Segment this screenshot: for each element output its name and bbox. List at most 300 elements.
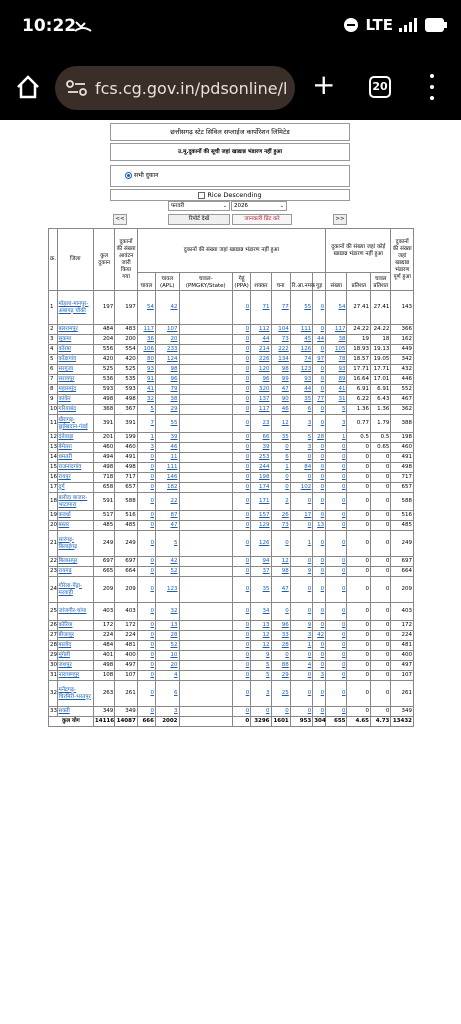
count-link[interactable]: 84 bbox=[290, 463, 312, 473]
count-link[interactable]: 137 bbox=[251, 395, 271, 405]
count-link[interactable]: 1 bbox=[271, 463, 290, 473]
count-link[interactable]: 3 bbox=[155, 707, 179, 717]
count-link[interactable]: 0 bbox=[233, 707, 251, 717]
count-link[interactable]: 96 bbox=[251, 375, 271, 385]
district-link[interactable]: जशपुर bbox=[57, 661, 93, 671]
count-link[interactable]: 117 bbox=[137, 325, 155, 335]
home-icon[interactable] bbox=[14, 73, 42, 101]
district-link[interactable]: बलौदा बाजार-भाटापारा bbox=[57, 493, 93, 511]
count-link[interactable]: 13 bbox=[251, 621, 271, 631]
count-link[interactable]: 79 bbox=[155, 385, 179, 395]
count-link[interactable]: 9 bbox=[251, 651, 271, 661]
count-link[interactable]: 42 bbox=[155, 291, 179, 325]
district-link[interactable]: बस्तर bbox=[57, 521, 93, 531]
count-link[interactable]: 0 bbox=[313, 325, 326, 335]
count-link[interactable]: 98 bbox=[271, 365, 290, 375]
count-link[interactable]: 31 bbox=[326, 395, 347, 405]
count-link[interactable]: 0 bbox=[326, 453, 347, 463]
district-link[interactable]: कोरिया bbox=[57, 621, 93, 631]
prev-month-button[interactable]: << bbox=[113, 214, 127, 225]
count-link[interactable]: 87 bbox=[155, 511, 179, 521]
count-link[interactable]: 0 bbox=[233, 291, 251, 325]
browser-menu-icon[interactable] bbox=[428, 74, 436, 100]
count-link[interactable]: 12 bbox=[271, 415, 290, 433]
district-link[interactable]: गरियाबंद bbox=[57, 405, 93, 415]
count-link[interactable]: 124 bbox=[155, 355, 179, 365]
count-link[interactable]: 0 bbox=[313, 463, 326, 473]
count-link[interactable]: 6 bbox=[271, 453, 290, 463]
count-link[interactable]: 0 bbox=[313, 365, 326, 375]
count-link[interactable]: 17 bbox=[290, 511, 312, 521]
count-link[interactable]: 0 bbox=[313, 661, 326, 671]
count-link[interactable]: 78 bbox=[326, 355, 347, 365]
count-link[interactable]: 0 bbox=[233, 577, 251, 603]
count-link[interactable]: 0 bbox=[137, 557, 155, 567]
count-link[interactable]: 0 bbox=[137, 707, 155, 717]
count-link[interactable]: 0 bbox=[290, 521, 312, 531]
count-link[interactable]: 23 bbox=[251, 415, 271, 433]
district-link[interactable]: कोंडागांव bbox=[57, 355, 93, 365]
count-link[interactable]: 106 bbox=[137, 345, 155, 355]
count-link[interactable]: 44 bbox=[251, 335, 271, 345]
count-link[interactable]: 52 bbox=[155, 567, 179, 577]
count-link[interactable]: 0 bbox=[326, 577, 347, 603]
count-link[interactable]: 0 bbox=[137, 577, 155, 603]
count-link[interactable]: 182 bbox=[155, 483, 179, 493]
count-link[interactable]: 0 bbox=[137, 483, 155, 493]
count-link[interactable]: 90 bbox=[271, 395, 290, 405]
count-link[interactable]: 0 bbox=[137, 641, 155, 651]
count-link[interactable]: 0 bbox=[313, 385, 326, 395]
count-link[interactable]: 0 bbox=[251, 707, 271, 717]
count-link[interactable]: 5 bbox=[251, 661, 271, 671]
count-link[interactable]: 0 bbox=[313, 531, 326, 557]
count-link[interactable]: 0 bbox=[137, 567, 155, 577]
count-link[interactable]: 0 bbox=[313, 483, 326, 493]
count-link[interactable]: 126 bbox=[290, 345, 312, 355]
count-link[interactable]: 0 bbox=[290, 671, 312, 681]
count-link[interactable]: 12 bbox=[271, 557, 290, 567]
count-link[interactable]: 0 bbox=[233, 405, 251, 415]
district-link[interactable]: सुकमा bbox=[57, 335, 93, 345]
count-link[interactable]: 0 bbox=[326, 521, 347, 531]
count-link[interactable]: 46 bbox=[155, 443, 179, 453]
count-link[interactable]: 0 bbox=[233, 557, 251, 567]
count-link[interactable]: 117 bbox=[326, 325, 347, 335]
count-link[interactable]: 3 bbox=[137, 443, 155, 453]
count-link[interactable]: 0 bbox=[326, 483, 347, 493]
count-link[interactable]: 96 bbox=[271, 621, 290, 631]
count-link[interactable]: 146 bbox=[155, 473, 179, 483]
count-link[interactable]: 32 bbox=[155, 603, 179, 621]
count-link[interactable]: 0 bbox=[313, 345, 326, 355]
count-link[interactable]: 0 bbox=[233, 365, 251, 375]
count-link[interactable]: 93 bbox=[137, 365, 155, 375]
count-link[interactable]: 88 bbox=[271, 661, 290, 671]
count-link[interactable]: 54 bbox=[137, 291, 155, 325]
count-link[interactable]: 0 bbox=[313, 291, 326, 325]
district-link[interactable]: सक्ती bbox=[57, 707, 93, 717]
count-link[interactable]: 13 bbox=[313, 521, 326, 531]
count-link[interactable]: 320 bbox=[251, 385, 271, 395]
count-link[interactable]: 0 bbox=[137, 603, 155, 621]
district-link[interactable]: दुर्ग bbox=[57, 483, 93, 493]
count-link[interactable]: 1 bbox=[137, 433, 155, 443]
count-link[interactable]: 0 bbox=[233, 661, 251, 671]
count-link[interactable]: 0 bbox=[271, 531, 290, 557]
count-link[interactable]: 12 bbox=[251, 641, 271, 651]
count-link[interactable]: 0 bbox=[233, 443, 251, 453]
count-link[interactable]: 0 bbox=[233, 531, 251, 557]
count-link[interactable]: 123 bbox=[155, 577, 179, 603]
count-link[interactable]: 0 bbox=[313, 405, 326, 415]
count-link[interactable]: 198 bbox=[251, 473, 271, 483]
count-link[interactable]: 2 bbox=[271, 493, 290, 511]
count-link[interactable]: 9 bbox=[290, 621, 312, 631]
count-link[interactable]: 39 bbox=[251, 443, 271, 453]
count-link[interactable]: 0 bbox=[313, 453, 326, 463]
count-link[interactable]: 11 bbox=[155, 453, 179, 463]
count-link[interactable]: 5 bbox=[155, 531, 179, 557]
count-link[interactable]: 0 bbox=[326, 493, 347, 511]
district-link[interactable]: महासमुंद bbox=[57, 385, 93, 395]
count-link[interactable]: 0 bbox=[137, 453, 155, 463]
year-select[interactable] bbox=[231, 201, 287, 211]
count-link[interactable]: 3 bbox=[290, 415, 312, 433]
count-link[interactable]: 0 bbox=[233, 681, 251, 707]
count-link[interactable]: 41 bbox=[326, 385, 347, 395]
count-link[interactable]: 9 bbox=[290, 567, 312, 577]
count-link[interactable]: 0 bbox=[290, 707, 312, 717]
count-link[interactable]: 47 bbox=[155, 521, 179, 531]
count-link[interactable]: 29 bbox=[155, 405, 179, 415]
district-link[interactable]: धमतरी bbox=[57, 453, 93, 463]
count-link[interactable]: 0 bbox=[233, 385, 251, 395]
count-link[interactable]: 0 bbox=[326, 651, 347, 661]
count-link[interactable]: 73 bbox=[271, 335, 290, 345]
all-shops-radio[interactable] bbox=[125, 172, 132, 179]
count-link[interactable]: 0 bbox=[326, 511, 347, 521]
count-link[interactable]: 22 bbox=[155, 493, 179, 511]
count-link[interactable]: 0 bbox=[313, 375, 326, 385]
count-link[interactable]: 1 bbox=[290, 641, 312, 651]
count-link[interactable]: 77 bbox=[313, 395, 326, 405]
count-link[interactable]: 20 bbox=[155, 661, 179, 671]
count-link[interactable]: 0 bbox=[326, 641, 347, 651]
count-link[interactable]: 0 bbox=[137, 493, 155, 511]
next-month-button[interactable]: >> bbox=[333, 214, 347, 225]
count-link[interactable]: 0 bbox=[233, 483, 251, 493]
district-link[interactable]: सरगुजा bbox=[57, 365, 93, 375]
count-link[interactable]: 102 bbox=[290, 483, 312, 493]
district-link[interactable]: मुंगेली bbox=[57, 651, 93, 661]
district-link[interactable]: रायपुर bbox=[57, 473, 93, 483]
count-link[interactable]: 25 bbox=[271, 681, 290, 707]
count-link[interactable]: 112 bbox=[251, 325, 271, 335]
count-link[interactable]: 0 bbox=[326, 463, 347, 473]
district-link[interactable]: खैरागढ़-छुईखदान-गंडई bbox=[57, 415, 93, 433]
count-link[interactable]: 233 bbox=[155, 345, 179, 355]
count-link[interactable]: 38 bbox=[155, 395, 179, 405]
count-link[interactable]: 0 bbox=[137, 621, 155, 631]
count-link[interactable]: 4 bbox=[155, 671, 179, 681]
district-link[interactable]: जांजगीर-चांपा bbox=[57, 603, 93, 621]
count-link[interactable]: 0 bbox=[233, 493, 251, 511]
count-link[interactable]: 0 bbox=[233, 521, 251, 531]
count-link[interactable]: 93 bbox=[326, 365, 347, 375]
district-link[interactable]: रायगढ़ bbox=[57, 567, 93, 577]
district-link[interactable]: बालोद bbox=[57, 641, 93, 651]
count-link[interactable]: 0 bbox=[233, 473, 251, 483]
count-link[interactable]: 28 bbox=[271, 641, 290, 651]
address-bar[interactable] bbox=[55, 66, 295, 110]
count-link[interactable]: 0 bbox=[290, 557, 312, 567]
count-link[interactable]: 55 bbox=[155, 415, 179, 433]
count-link[interactable]: 107 bbox=[155, 325, 179, 335]
count-link[interactable]: 0 bbox=[137, 521, 155, 531]
district-link[interactable]: बलरामपुर bbox=[57, 325, 93, 335]
count-link[interactable]: 0 bbox=[137, 661, 155, 671]
count-link[interactable]: 0 bbox=[313, 621, 326, 631]
count-link[interactable]: 3 bbox=[251, 681, 271, 707]
count-link[interactable]: 0 bbox=[271, 651, 290, 661]
count-link[interactable]: 47 bbox=[271, 577, 290, 603]
rice-descending-checkbox[interactable] bbox=[198, 192, 205, 199]
count-link[interactable]: 0 bbox=[233, 335, 251, 345]
count-link[interactable]: 126 bbox=[251, 531, 271, 557]
count-link[interactable]: 5 bbox=[290, 433, 312, 443]
count-link[interactable]: 0 bbox=[326, 443, 347, 453]
count-link[interactable]: 117 bbox=[251, 405, 271, 415]
count-link[interactable]: 93 bbox=[290, 375, 312, 385]
count-link[interactable]: 0 bbox=[233, 631, 251, 641]
count-link[interactable]: 0 bbox=[137, 681, 155, 707]
count-link[interactable]: 253 bbox=[251, 453, 271, 463]
count-link[interactable]: 0 bbox=[313, 651, 326, 661]
count-link[interactable]: 0 bbox=[233, 395, 251, 405]
count-link[interactable]: 37 bbox=[251, 567, 271, 577]
count-link[interactable]: 0 bbox=[137, 463, 155, 473]
count-link[interactable]: 0 bbox=[313, 415, 326, 433]
count-link[interactable]: 3 bbox=[290, 443, 312, 453]
district-link[interactable]: कवर्धा bbox=[57, 511, 93, 521]
count-link[interactable]: 0 bbox=[326, 603, 347, 621]
count-link[interactable]: 0 bbox=[326, 531, 347, 557]
count-link[interactable]: 0 bbox=[326, 671, 347, 681]
count-link[interactable]: 0 bbox=[326, 473, 347, 483]
count-link[interactable]: 35 bbox=[251, 577, 271, 603]
district-link[interactable]: गौरेला-पेंड्रा-मरवाही bbox=[57, 577, 93, 603]
count-link[interactable]: 96 bbox=[155, 375, 179, 385]
count-link[interactable]: 0 bbox=[271, 443, 290, 453]
count-link[interactable]: 0 bbox=[313, 577, 326, 603]
month-select[interactable] bbox=[168, 201, 230, 211]
count-link[interactable]: 66 bbox=[251, 433, 271, 443]
count-link[interactable]: 0 bbox=[271, 473, 290, 483]
count-link[interactable]: 0 bbox=[313, 473, 326, 483]
count-link[interactable]: 0 bbox=[313, 557, 326, 567]
count-link[interactable]: 89 bbox=[326, 375, 347, 385]
count-link[interactable]: 129 bbox=[251, 521, 271, 531]
count-link[interactable]: 0 bbox=[326, 631, 347, 641]
count-link[interactable]: 0 bbox=[313, 707, 326, 717]
new-tab-button[interactable]: + bbox=[312, 68, 336, 101]
count-link[interactable]: 123 bbox=[290, 365, 312, 375]
count-link[interactable]: 0 bbox=[290, 493, 312, 511]
count-link[interactable]: 4 bbox=[290, 661, 312, 671]
count-link[interactable]: 105 bbox=[326, 345, 347, 355]
district-link[interactable]: दंतेवाड़ा bbox=[57, 433, 93, 443]
count-link[interactable]: 0 bbox=[271, 483, 290, 493]
count-link[interactable]: 0 bbox=[137, 531, 155, 557]
count-link[interactable]: 244 bbox=[251, 463, 271, 473]
count-link[interactable]: 7 bbox=[137, 415, 155, 433]
count-link[interactable]: 5 bbox=[326, 405, 347, 415]
count-link[interactable]: 0 bbox=[313, 511, 326, 521]
count-link[interactable]: 0 bbox=[313, 443, 326, 453]
count-link[interactable]: 73 bbox=[271, 521, 290, 531]
count-link[interactable]: 0 bbox=[326, 567, 347, 577]
district-link[interactable]: बेमेतरा bbox=[57, 443, 93, 453]
count-link[interactable]: 111 bbox=[155, 463, 179, 473]
count-link[interactable]: 104 bbox=[271, 325, 290, 335]
count-link[interactable]: 6 bbox=[290, 405, 312, 415]
count-link[interactable]: 0 bbox=[137, 631, 155, 641]
count-link[interactable]: 111 bbox=[290, 325, 312, 335]
count-link[interactable]: 0 bbox=[233, 621, 251, 631]
count-link[interactable]: 1 bbox=[326, 433, 347, 443]
count-link[interactable]: 33 bbox=[271, 631, 290, 641]
count-link[interactable]: 0 bbox=[313, 603, 326, 621]
count-link[interactable]: 42 bbox=[155, 557, 179, 567]
count-link[interactable]: 20 bbox=[155, 335, 179, 345]
count-link[interactable]: 214 bbox=[251, 345, 271, 355]
count-link[interactable]: 77 bbox=[271, 291, 290, 325]
count-link[interactable]: 3 bbox=[313, 671, 326, 681]
count-link[interactable]: 222 bbox=[271, 345, 290, 355]
count-link[interactable]: 97 bbox=[313, 355, 326, 365]
district-link[interactable]: मनेंद्रगढ़-चिरमिरी-भरतपुर bbox=[57, 681, 93, 707]
count-link[interactable]: 0 bbox=[290, 453, 312, 463]
count-link[interactable]: 0 bbox=[137, 651, 155, 661]
count-link[interactable]: 91 bbox=[137, 375, 155, 385]
count-link[interactable]: 0 bbox=[233, 671, 251, 681]
count-link[interactable]: 28 bbox=[313, 433, 326, 443]
count-link[interactable]: 6 bbox=[155, 681, 179, 707]
count-link[interactable]: 38 bbox=[326, 335, 347, 345]
count-link[interactable]: 71 bbox=[251, 291, 271, 325]
count-link[interactable]: 0 bbox=[313, 493, 326, 511]
count-link[interactable]: 12 bbox=[251, 631, 271, 641]
count-link[interactable]: 0 bbox=[233, 641, 251, 651]
count-link[interactable]: 120 bbox=[251, 365, 271, 375]
count-link[interactable]: 0 bbox=[290, 473, 312, 483]
count-link[interactable]: 35 bbox=[290, 395, 312, 405]
count-link[interactable]: 94 bbox=[251, 557, 271, 567]
count-link[interactable]: 0 bbox=[233, 375, 251, 385]
count-link[interactable]: 0 bbox=[313, 681, 326, 707]
count-link[interactable]: 45 bbox=[290, 335, 312, 345]
district-link[interactable]: बीजापुर bbox=[57, 631, 93, 641]
site-settings-icon[interactable] bbox=[65, 79, 89, 97]
count-link[interactable]: 29 bbox=[271, 671, 290, 681]
count-link[interactable]: 3 bbox=[326, 415, 347, 433]
district-link[interactable]: कोरबा bbox=[57, 345, 93, 355]
count-link[interactable]: 0 bbox=[137, 511, 155, 521]
tab-switcher-button[interactable]: 20 bbox=[369, 76, 391, 98]
count-link[interactable]: 0 bbox=[233, 603, 251, 621]
count-link[interactable]: 3 bbox=[290, 631, 312, 641]
count-link[interactable]: 0 bbox=[233, 355, 251, 365]
count-link[interactable]: 0 bbox=[233, 463, 251, 473]
count-link[interactable]: 0 bbox=[233, 651, 251, 661]
count-link[interactable]: 0 bbox=[137, 473, 155, 483]
count-link[interactable]: 0 bbox=[313, 641, 326, 651]
count-link[interactable]: 0 bbox=[290, 577, 312, 603]
count-link[interactable]: 0 bbox=[313, 567, 326, 577]
count-link[interactable]: 0 bbox=[326, 557, 347, 567]
count-link[interactable]: 41 bbox=[137, 385, 155, 395]
count-link[interactable]: 0 bbox=[137, 671, 155, 681]
count-link[interactable]: 1 bbox=[290, 531, 312, 557]
count-link[interactable]: 42 bbox=[313, 631, 326, 641]
district-link[interactable]: सारंगढ़-बिलाईगढ़ bbox=[57, 531, 93, 557]
count-link[interactable]: 0 bbox=[233, 567, 251, 577]
count-link[interactable]: 134 bbox=[271, 355, 290, 365]
count-link[interactable]: 36 bbox=[137, 335, 155, 345]
count-link[interactable]: 171 bbox=[251, 493, 271, 511]
count-link[interactable]: 0 bbox=[233, 511, 251, 521]
count-link[interactable]: 0 bbox=[233, 345, 251, 355]
count-link[interactable]: 99 bbox=[271, 375, 290, 385]
count-link[interactable]: 0 bbox=[326, 621, 347, 631]
count-link[interactable]: 0 bbox=[233, 433, 251, 443]
count-link[interactable]: 0 bbox=[326, 707, 347, 717]
count-link[interactable]: 0 bbox=[233, 325, 251, 335]
count-link[interactable]: 55 bbox=[290, 291, 312, 325]
count-link[interactable]: 98 bbox=[271, 567, 290, 577]
count-link[interactable]: 44 bbox=[313, 335, 326, 345]
district-link[interactable]: कांकेर bbox=[57, 395, 93, 405]
count-link[interactable]: 47 bbox=[271, 385, 290, 395]
count-link[interactable]: 0 bbox=[290, 681, 312, 707]
count-link[interactable]: 35 bbox=[271, 433, 290, 443]
count-link[interactable]: 98 bbox=[155, 365, 179, 375]
count-link[interactable]: 0 bbox=[271, 707, 290, 717]
count-link[interactable]: 0 bbox=[290, 651, 312, 661]
count-link[interactable]: 13 bbox=[155, 621, 179, 631]
district-link[interactable]: सरायपुर bbox=[57, 375, 93, 385]
count-link[interactable]: 39 bbox=[155, 433, 179, 443]
count-link[interactable]: 5 bbox=[251, 671, 271, 681]
count-link[interactable]: 0 bbox=[271, 603, 290, 621]
count-link[interactable]: 157 bbox=[251, 511, 271, 521]
print-button[interactable]: जानकारी प्रिंट करे bbox=[232, 214, 292, 225]
count-link[interactable]: 226 bbox=[251, 355, 271, 365]
count-link[interactable]: 28 bbox=[155, 631, 179, 641]
count-link[interactable]: 52 bbox=[155, 641, 179, 651]
count-link[interactable]: 34 bbox=[251, 603, 271, 621]
count-link[interactable]: 5 bbox=[137, 405, 155, 415]
count-link[interactable]: 26 bbox=[271, 511, 290, 521]
count-link[interactable]: 10 bbox=[155, 651, 179, 661]
view-report-button[interactable]: रिपोर्ट देखें bbox=[168, 214, 230, 225]
count-link[interactable]: 0 bbox=[233, 453, 251, 463]
count-link[interactable]: 54 bbox=[326, 291, 347, 325]
district-link[interactable]: बिलासपुर bbox=[57, 557, 93, 567]
count-link[interactable]: 32 bbox=[137, 395, 155, 405]
district-link[interactable]: नारायणपुर bbox=[57, 671, 93, 681]
